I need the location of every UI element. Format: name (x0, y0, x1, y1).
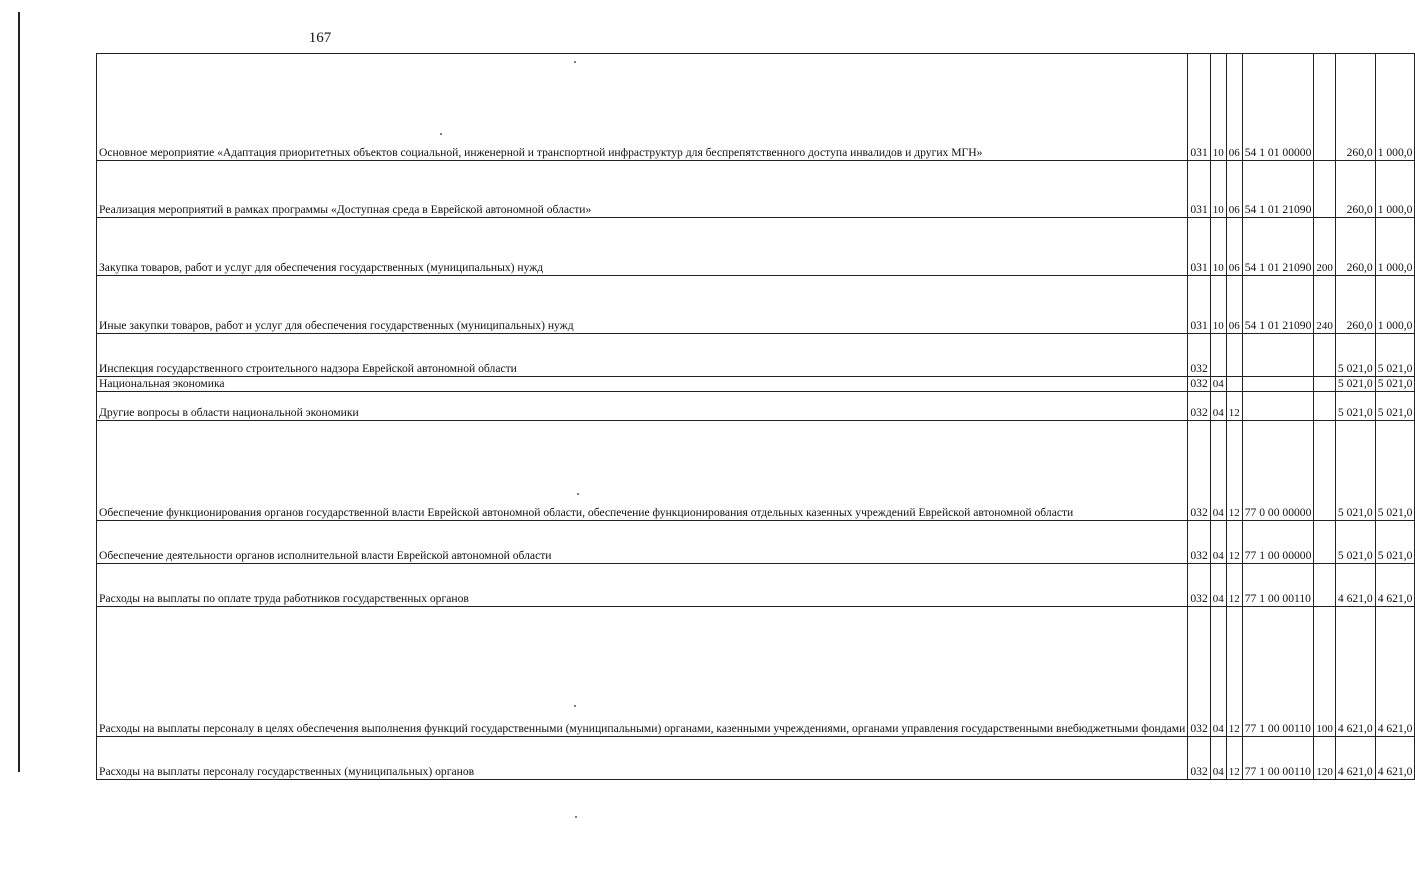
row-pr: 12 (1226, 521, 1242, 564)
row-pr: 06 (1226, 218, 1242, 276)
table-row (97, 377, 1415, 392)
table-row (97, 421, 1415, 521)
row-pr (1226, 334, 1242, 377)
row-pr: 12 (1226, 607, 1242, 737)
row-ved: 031 (1188, 276, 1210, 334)
row-value-2: 5 021,0 (1375, 334, 1415, 377)
margin-line (18, 12, 20, 772)
row-value-1: 5 021,0 (1335, 392, 1375, 421)
row-vr (1314, 54, 1336, 161)
row-name: Закупка товаров, работ и услуг для обеспечения государственных (муниципальных) нужд (97, 218, 1188, 276)
scan-speck (574, 705, 576, 707)
row-pr: 12 (1226, 564, 1242, 607)
row-vr: 100 (1314, 607, 1336, 737)
row-value-2: 4 621,0 (1375, 607, 1415, 737)
row-value-2: 4 621,0 (1375, 737, 1415, 780)
row-rz: 04 (1210, 392, 1226, 421)
row-csr: 77 1 00 00110 (1242, 564, 1314, 607)
page-number: 167 (308, 30, 332, 46)
row-name: Обеспечение деятельности органов исполнительной власти Еврейской автономной области (97, 521, 1188, 564)
scan-speck (574, 61, 576, 63)
row-pr: 12 (1226, 737, 1242, 780)
row-ved: 032 (1188, 737, 1210, 780)
row-ved: 032 (1188, 377, 1210, 392)
row-vr: 240 (1314, 276, 1336, 334)
table-row (97, 737, 1415, 780)
row-value-1: 4 621,0 (1335, 607, 1375, 737)
row-name: Иные закупки товаров, работ и услуг для обеспечения государственных (муниципальных) нужд (97, 276, 1188, 334)
row-value-1: 260,0 (1335, 276, 1375, 334)
row-value-1: 5 021,0 (1335, 421, 1375, 521)
row-rz: 10 (1210, 276, 1226, 334)
scan-speck (577, 493, 579, 495)
row-pr: 06 (1226, 276, 1242, 334)
row-rz: 10 (1210, 54, 1226, 161)
row-csr: 77 1 00 00110 (1242, 607, 1314, 737)
row-value-1: 260,0 (1335, 54, 1375, 161)
row-value-2: 1 000,0 (1375, 161, 1415, 218)
row-ved: 032 (1188, 421, 1210, 521)
row-ved: 031 (1188, 218, 1210, 276)
row-name: Основное мероприятие «Адаптация приоритетных объектов социальной, инженерной и транспортной инфраструктур для беспрепятственного доступа инвалидов и других МГН» (97, 54, 1188, 161)
row-vr (1314, 377, 1336, 392)
table-row (97, 276, 1415, 334)
row-ved: 031 (1188, 54, 1210, 161)
row-ved: 032 (1188, 564, 1210, 607)
budget-table (96, 53, 1415, 780)
row-vr (1314, 421, 1336, 521)
row-ved: 031 (1188, 161, 1210, 218)
row-ved: 032 (1188, 392, 1210, 421)
row-rz: 04 (1210, 521, 1226, 564)
row-value-1: 4 621,0 (1335, 737, 1375, 780)
row-name: Реализация мероприятий в рамках программы «Доступная среда в Еврейской автономной области» (97, 161, 1188, 218)
row-value-2: 1 000,0 (1375, 54, 1415, 161)
row-ved: 032 (1188, 334, 1210, 377)
row-value-2: 5 021,0 (1375, 392, 1415, 421)
row-value-1: 4 621,0 (1335, 564, 1375, 607)
row-vr (1314, 564, 1336, 607)
row-name: Расходы на выплаты персоналу государственных (муниципальных) органов (97, 737, 1188, 780)
row-csr: 54 1 01 21090 (1242, 276, 1314, 334)
row-value-1: 5 021,0 (1335, 521, 1375, 564)
row-name: Другие вопросы в области национальной экономики (97, 392, 1188, 421)
row-pr (1226, 377, 1242, 392)
row-value-2: 1 000,0 (1375, 276, 1415, 334)
row-rz: 04 (1210, 737, 1226, 780)
table-row (97, 607, 1415, 737)
row-csr (1242, 377, 1314, 392)
row-csr: 54 1 01 21090 (1242, 161, 1314, 218)
row-vr (1314, 334, 1336, 377)
row-csr: 54 1 01 21090 (1242, 218, 1314, 276)
table-row (97, 334, 1415, 377)
row-value-1: 5 021,0 (1335, 377, 1375, 392)
row-name: Национальная экономика (97, 377, 1188, 392)
row-name: Расходы на выплаты персоналу в целях обеспечения выполнения функций государственными (муниципальными) органами, казенными учреждениями, органами управления государственными внебюджетными фондами (97, 607, 1188, 737)
row-csr (1242, 392, 1314, 421)
row-rz: 04 (1210, 377, 1226, 392)
table-row (97, 564, 1415, 607)
row-vr (1314, 521, 1336, 564)
row-name: Расходы на выплаты по оплате труда работников государственных органов (97, 564, 1188, 607)
scan-speck (575, 816, 577, 818)
row-rz: 04 (1210, 421, 1226, 521)
row-vr: 200 (1314, 218, 1336, 276)
row-vr: 120 (1314, 737, 1336, 780)
row-name: Инспекция государственного строительного надзора Еврейской автономной области (97, 334, 1188, 377)
row-pr: 12 (1226, 421, 1242, 521)
row-value-1: 260,0 (1335, 218, 1375, 276)
scan-speck (440, 133, 442, 135)
row-rz: 10 (1210, 218, 1226, 276)
row-value-2: 5 021,0 (1375, 521, 1415, 564)
row-value-1: 260,0 (1335, 161, 1375, 218)
row-pr: 12 (1226, 392, 1242, 421)
row-vr (1314, 392, 1336, 421)
row-pr: 06 (1226, 161, 1242, 218)
row-csr: 77 1 00 00000 (1242, 521, 1314, 564)
row-rz: 10 (1210, 161, 1226, 218)
table-row (97, 54, 1415, 161)
table-row (97, 161, 1415, 218)
row-value-2: 5 021,0 (1375, 421, 1415, 521)
row-name: Обеспечение функционирования органов государственной власти Еврейской автономной области, обеспечение функционирования отдельных казенных учреждений Еврейской автономной области (97, 421, 1188, 521)
row-value-2: 5 021,0 (1375, 377, 1415, 392)
row-value-1: 5 021,0 (1335, 334, 1375, 377)
row-csr: 77 1 00 00110 (1242, 737, 1314, 780)
row-csr: 77 0 00 00000 (1242, 421, 1314, 521)
row-value-2: 4 621,0 (1375, 564, 1415, 607)
row-csr (1242, 334, 1314, 377)
table-row (97, 218, 1415, 276)
row-ved: 032 (1188, 607, 1210, 737)
row-rz: 04 (1210, 607, 1226, 737)
table-row (97, 392, 1415, 421)
row-pr: 06 (1226, 54, 1242, 161)
row-csr: 54 1 01 00000 (1242, 54, 1314, 161)
table-row (97, 521, 1415, 564)
row-vr (1314, 161, 1336, 218)
row-rz (1210, 334, 1226, 377)
row-ved: 032 (1188, 521, 1210, 564)
row-value-2: 1 000,0 (1375, 218, 1415, 276)
row-rz: 04 (1210, 564, 1226, 607)
